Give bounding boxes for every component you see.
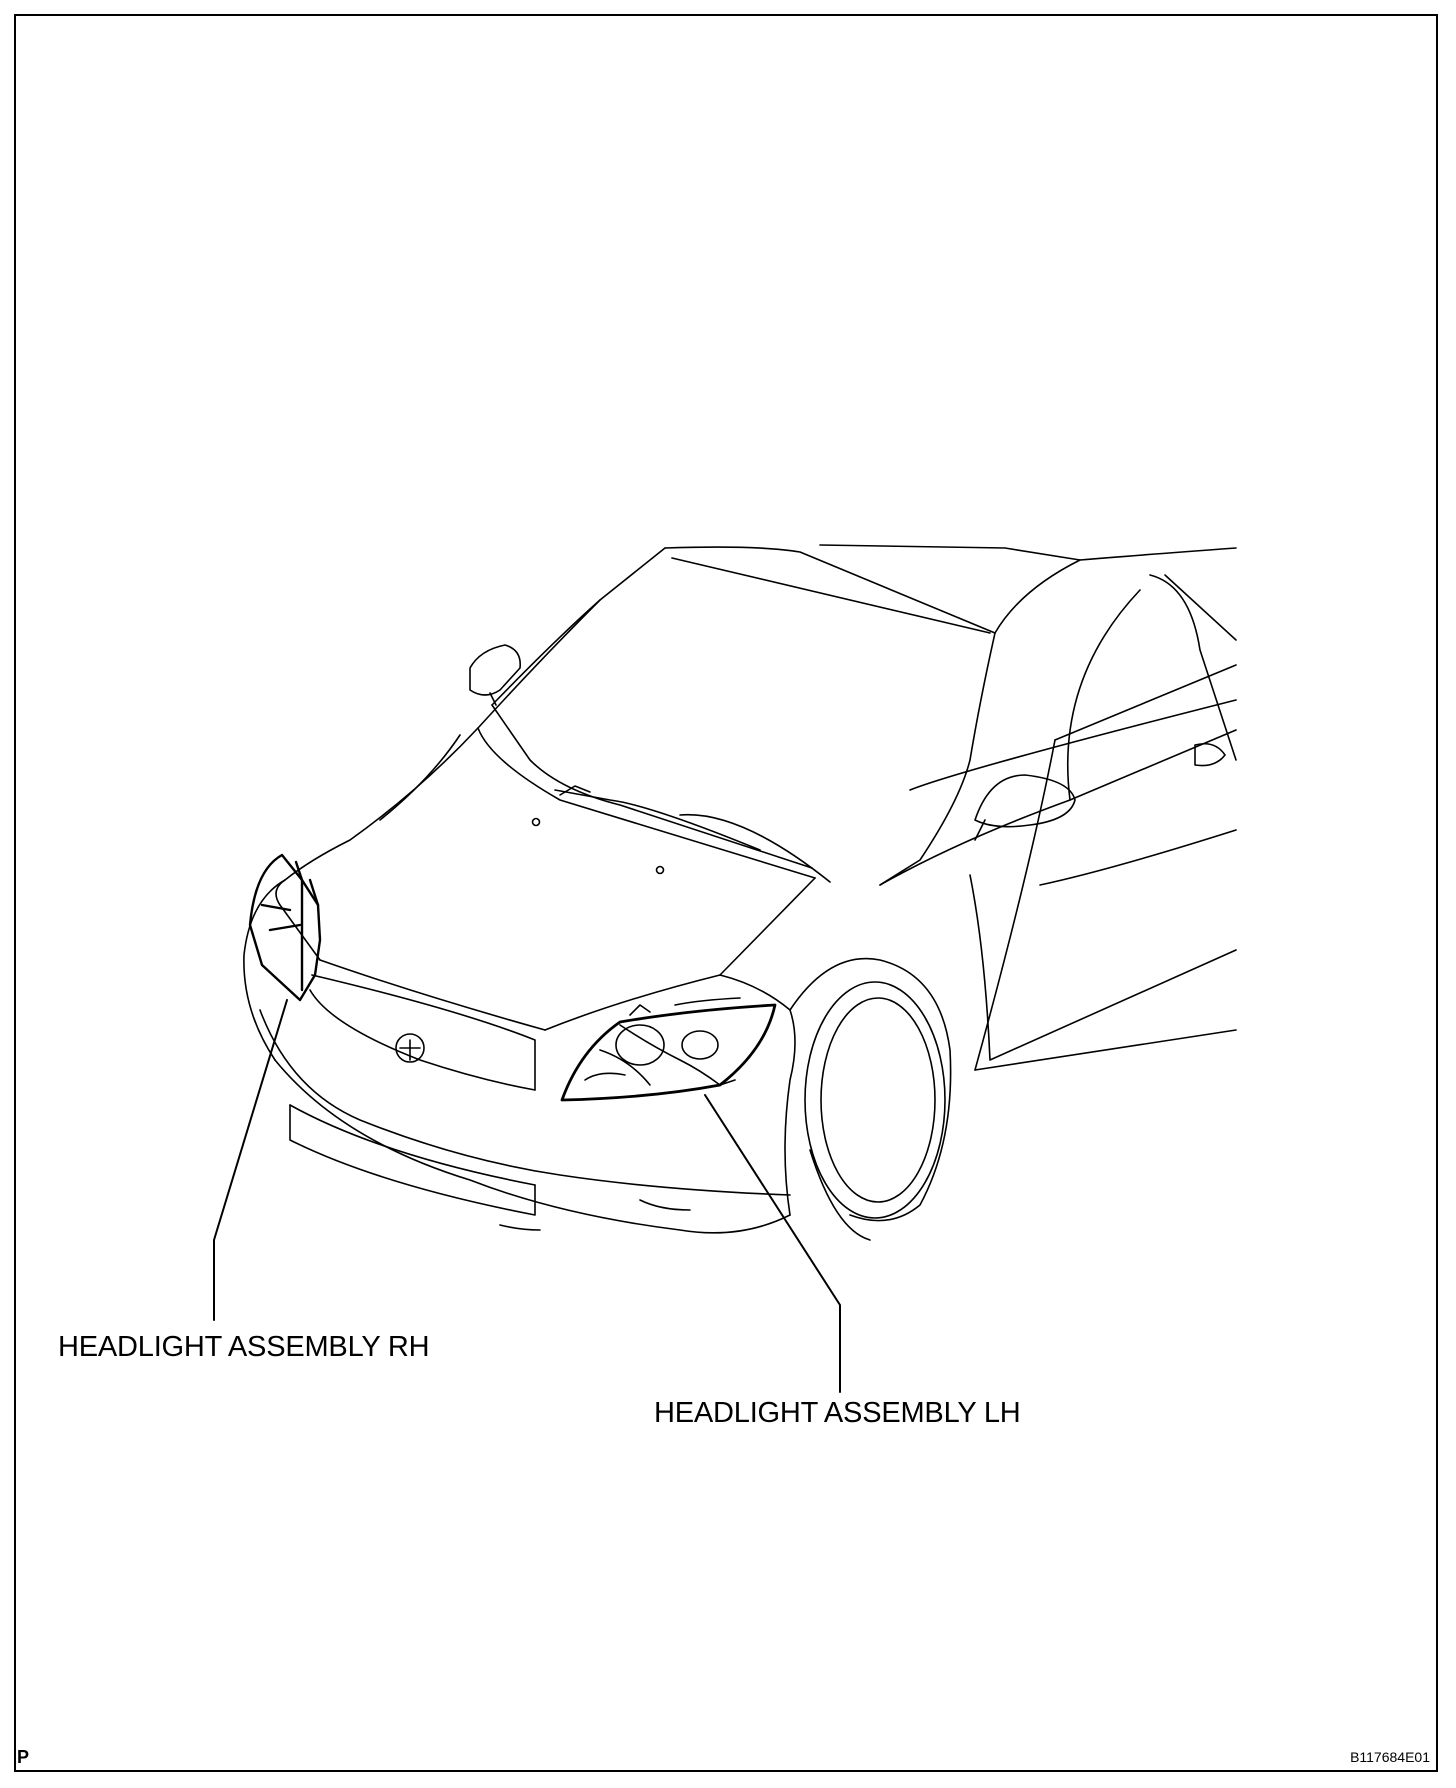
- figure-code: B117684E01: [1350, 1749, 1430, 1765]
- headlight-lh: [562, 998, 775, 1100]
- headlight-rh-label: HEADLIGHT ASSEMBLY RH: [58, 1331, 430, 1363]
- corner-mark: P: [17, 1747, 30, 1767]
- front-wheel: [720, 959, 951, 1240]
- front-bumper: [244, 880, 790, 1233]
- side-body: [880, 575, 1236, 1070]
- headlight-rh: [250, 855, 320, 1000]
- wipers: [555, 786, 830, 882]
- windshield: [478, 545, 1236, 885]
- mirror-left: [470, 645, 520, 705]
- mirror-right: [975, 775, 1075, 840]
- headlight-lh-label: HEADLIGHT ASSEMBLY LH: [654, 1397, 1021, 1429]
